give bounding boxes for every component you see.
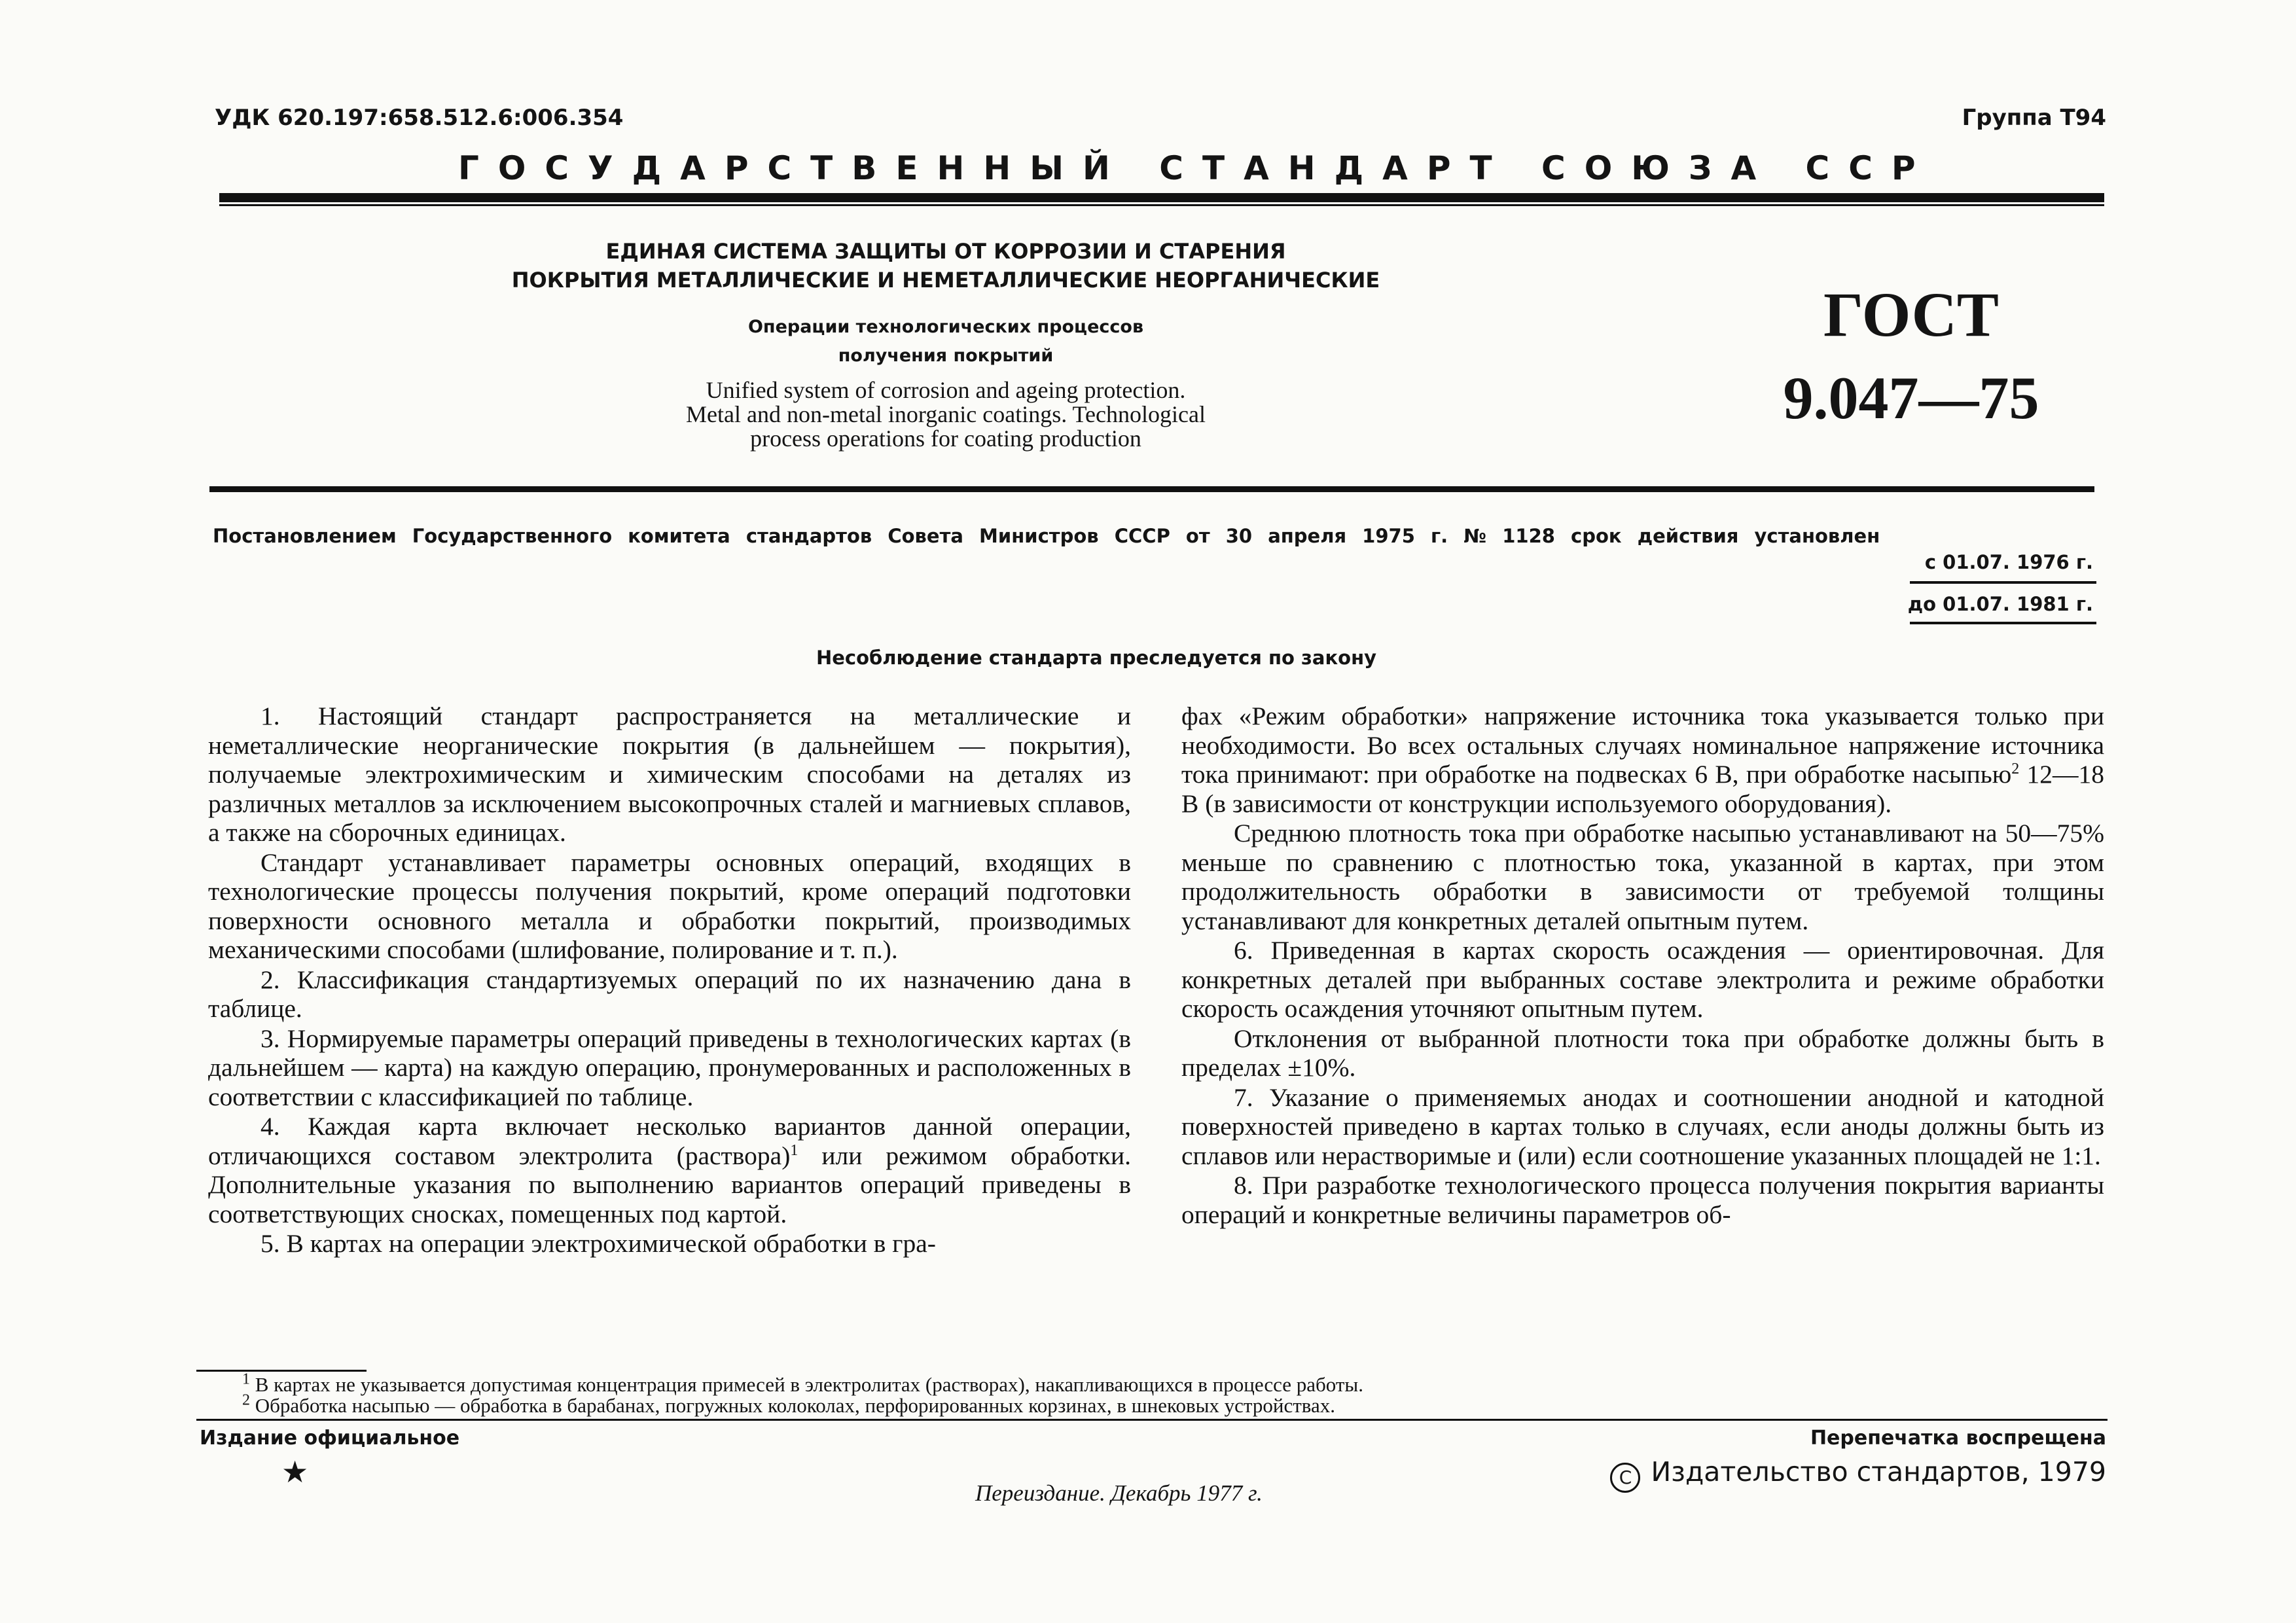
- paragraph-text: или режимом обработки. Дополнительные указания по выполнению вариантов операций приведены в соответствующих сносках, помещенных под картой.: [208, 1141, 1131, 1228]
- footnote-rule: [196, 1370, 367, 1372]
- operations-title-line: получения покрытий: [838, 346, 1054, 366]
- paragraph: Стандарт устанавливает параметры основных операций, входящих в технологические процессы получения покрытий, кроме операций подготовки поверхности основного металла и обработки покрытий, производимых механическими способами (шлифование, полирование и т. п.).: [208, 847, 1131, 964]
- footnote-text: В картах не указывается допустимая концентрация примесей в электролитах (растворах), накапливающихся в процессе работы.: [250, 1373, 1364, 1396]
- reissue-note: Переиздание. Декабрь 1977 г.: [975, 1480, 1263, 1506]
- system-title-line: ПОКРЫТИЯ МЕТАЛЛИЧЕСКИЕ И НЕМЕТАЛЛИЧЕСКИЕ НЕОРГАНИЧЕСКИЕ: [511, 268, 1380, 293]
- effective-to-date: до 01.07. 1981 г.: [1907, 593, 2093, 615]
- paragraph-text: 4. Каждая карта включает несколько вариантов данной операции, отличающихся составом электролита (раствора): [208, 1112, 1131, 1170]
- gost-label: ГОСТ: [1823, 279, 1999, 349]
- official-edition-label: Издание официальное: [200, 1427, 460, 1450]
- publisher-line: [1610, 1456, 2106, 1493]
- paragraph-text: фах «Режим обработки» напряжение источника тока указывается только при необходимости. Во всех остальных случаях номинальное напряжение источника тока принимают: при обработке на подвесках 6 В, при обработке насыпью: [1181, 702, 2104, 789]
- footer-rule: [196, 1419, 2108, 1421]
- state-standard-banner: ГОСУДАРСТВЕННЫЙ СТАНДАРТ СОЮЗА ССР: [458, 149, 1935, 187]
- footnote-mark: 2: [242, 1391, 250, 1409]
- paragraph: Отклонения от выбранной плотности тока при обработке должны быть в пределах ±10%.: [1181, 1024, 2104, 1082]
- paragraph: 2. Классификация стандартизуемых операций по их назначению дана в таблице.: [208, 965, 1131, 1023]
- system-title: [497, 237, 1394, 294]
- udc-code: УДК 620.197:658.512.6:006.354: [215, 105, 624, 131]
- date-rule: [1910, 622, 2096, 624]
- paragraph: [1181, 702, 2104, 818]
- paragraph: 8. При разработке технологического процесса получения покрытия варианты операций и конкретные величины параметров об-: [1181, 1171, 2104, 1229]
- footnote: [242, 1370, 1364, 1397]
- english-title-line: process operations for coating production: [750, 425, 1141, 452]
- date-rule: [1910, 581, 2096, 584]
- footnote-text: Обработка насыпью — обработка в барабанах, погружных колоколах, перфорированных корзинах, в шнековых устройствах.: [250, 1394, 1335, 1417]
- gost-number: 9.047—75: [1783, 365, 2039, 431]
- publisher-name: Издательство стандартов, 1979: [1651, 1456, 2106, 1488]
- effective-from-date: с 01.07. 1976 г.: [1924, 551, 2093, 573]
- system-title-line: ЕДИНАЯ СИСТЕМА ЗАЩИТЫ ОТ КОРРОЗИИ И СТАРЕНИЯ: [605, 239, 1286, 264]
- footnote-mark: 1: [242, 1370, 250, 1388]
- group-code: Группа Т94: [1962, 105, 2106, 131]
- star-icon: ★: [281, 1455, 309, 1489]
- footnote-ref: 1: [790, 1141, 798, 1159]
- reprint-prohibited-label: Перепечатка воспрещена: [1810, 1427, 2106, 1450]
- paragraph: Среднюю плотность тока при обработке насыпью устанавливают на 50—75% меньше по сравнению с плотностью тока, указанной в картах, при этом продолжительность обработки в зависимости от требуемой толщины устанавливают для конкретных деталей опытным путем.: [1181, 819, 2104, 935]
- footnote: [242, 1391, 1335, 1418]
- paragraph: 1. Настоящий стандарт распространяется на металлические и неметаллические неорганические покрытия (в дальнейшем — покрытия), получаемые электрохимическим и химическим способами на деталях из различных металлов за исключением высокопрочных сталей и магниевых сплавов, а также на сборочных единицах.: [208, 702, 1131, 847]
- header-rule: [219, 193, 2104, 202]
- body-column-right: [1181, 702, 2104, 1230]
- copyright-icon: C: [1610, 1463, 1640, 1493]
- paragraph: [208, 1112, 1131, 1228]
- paragraph: 7. Указание о применяемых анодах и соотношении анодной и катодной поверхностей приведено в картах только в случаях, если аноды должны быть из сплавов или нерастворимые и (или) если соотношение указанных площадей не 1:1.: [1181, 1082, 2104, 1170]
- operations-title-line: Операции технологических процессов: [747, 317, 1144, 337]
- english-title: [497, 378, 1394, 451]
- paragraph: 5. В картах на операции электрохимической обработки в гра-: [260, 1229, 936, 1258]
- decree-text: Постановлением Государственного комитета стандартов Совета Министров СССР от 30 апреля 1975 г. № 1128 срок действия установлен: [213, 525, 1880, 547]
- title-rule: [209, 486, 2094, 492]
- paragraph: 6. Приведенная в картах скорость осаждения — ориентировочная. Для конкретных деталей при выбранных составе электролита и режиме обработки скорость осаждения уточняют опытным путем.: [1181, 936, 2104, 1023]
- paragraph-text: 12—18 В (в зависимости от конструкции используемого оборудования).: [1181, 760, 2104, 818]
- english-title-line: Metal and non-metal inorganic coatings. Technological: [686, 401, 1206, 427]
- law-notice: Несоблюдение стандарта преследуется по закону: [816, 647, 1377, 669]
- footnote-ref: 2: [2011, 760, 2020, 777]
- english-title-line: Unified system of corrosion and ageing protection.: [706, 377, 1186, 403]
- operations-title: [497, 313, 1394, 370]
- header-rule-thin: [219, 204, 2104, 206]
- body-column-left: [208, 702, 1131, 1259]
- paragraph: 3. Нормируемые параметры операций приведены в технологических картах (в дальнейшем — карта) на каждую операцию, пронумерованных и расположенных в соответствии с классификацией по таблице.: [208, 1024, 1131, 1111]
